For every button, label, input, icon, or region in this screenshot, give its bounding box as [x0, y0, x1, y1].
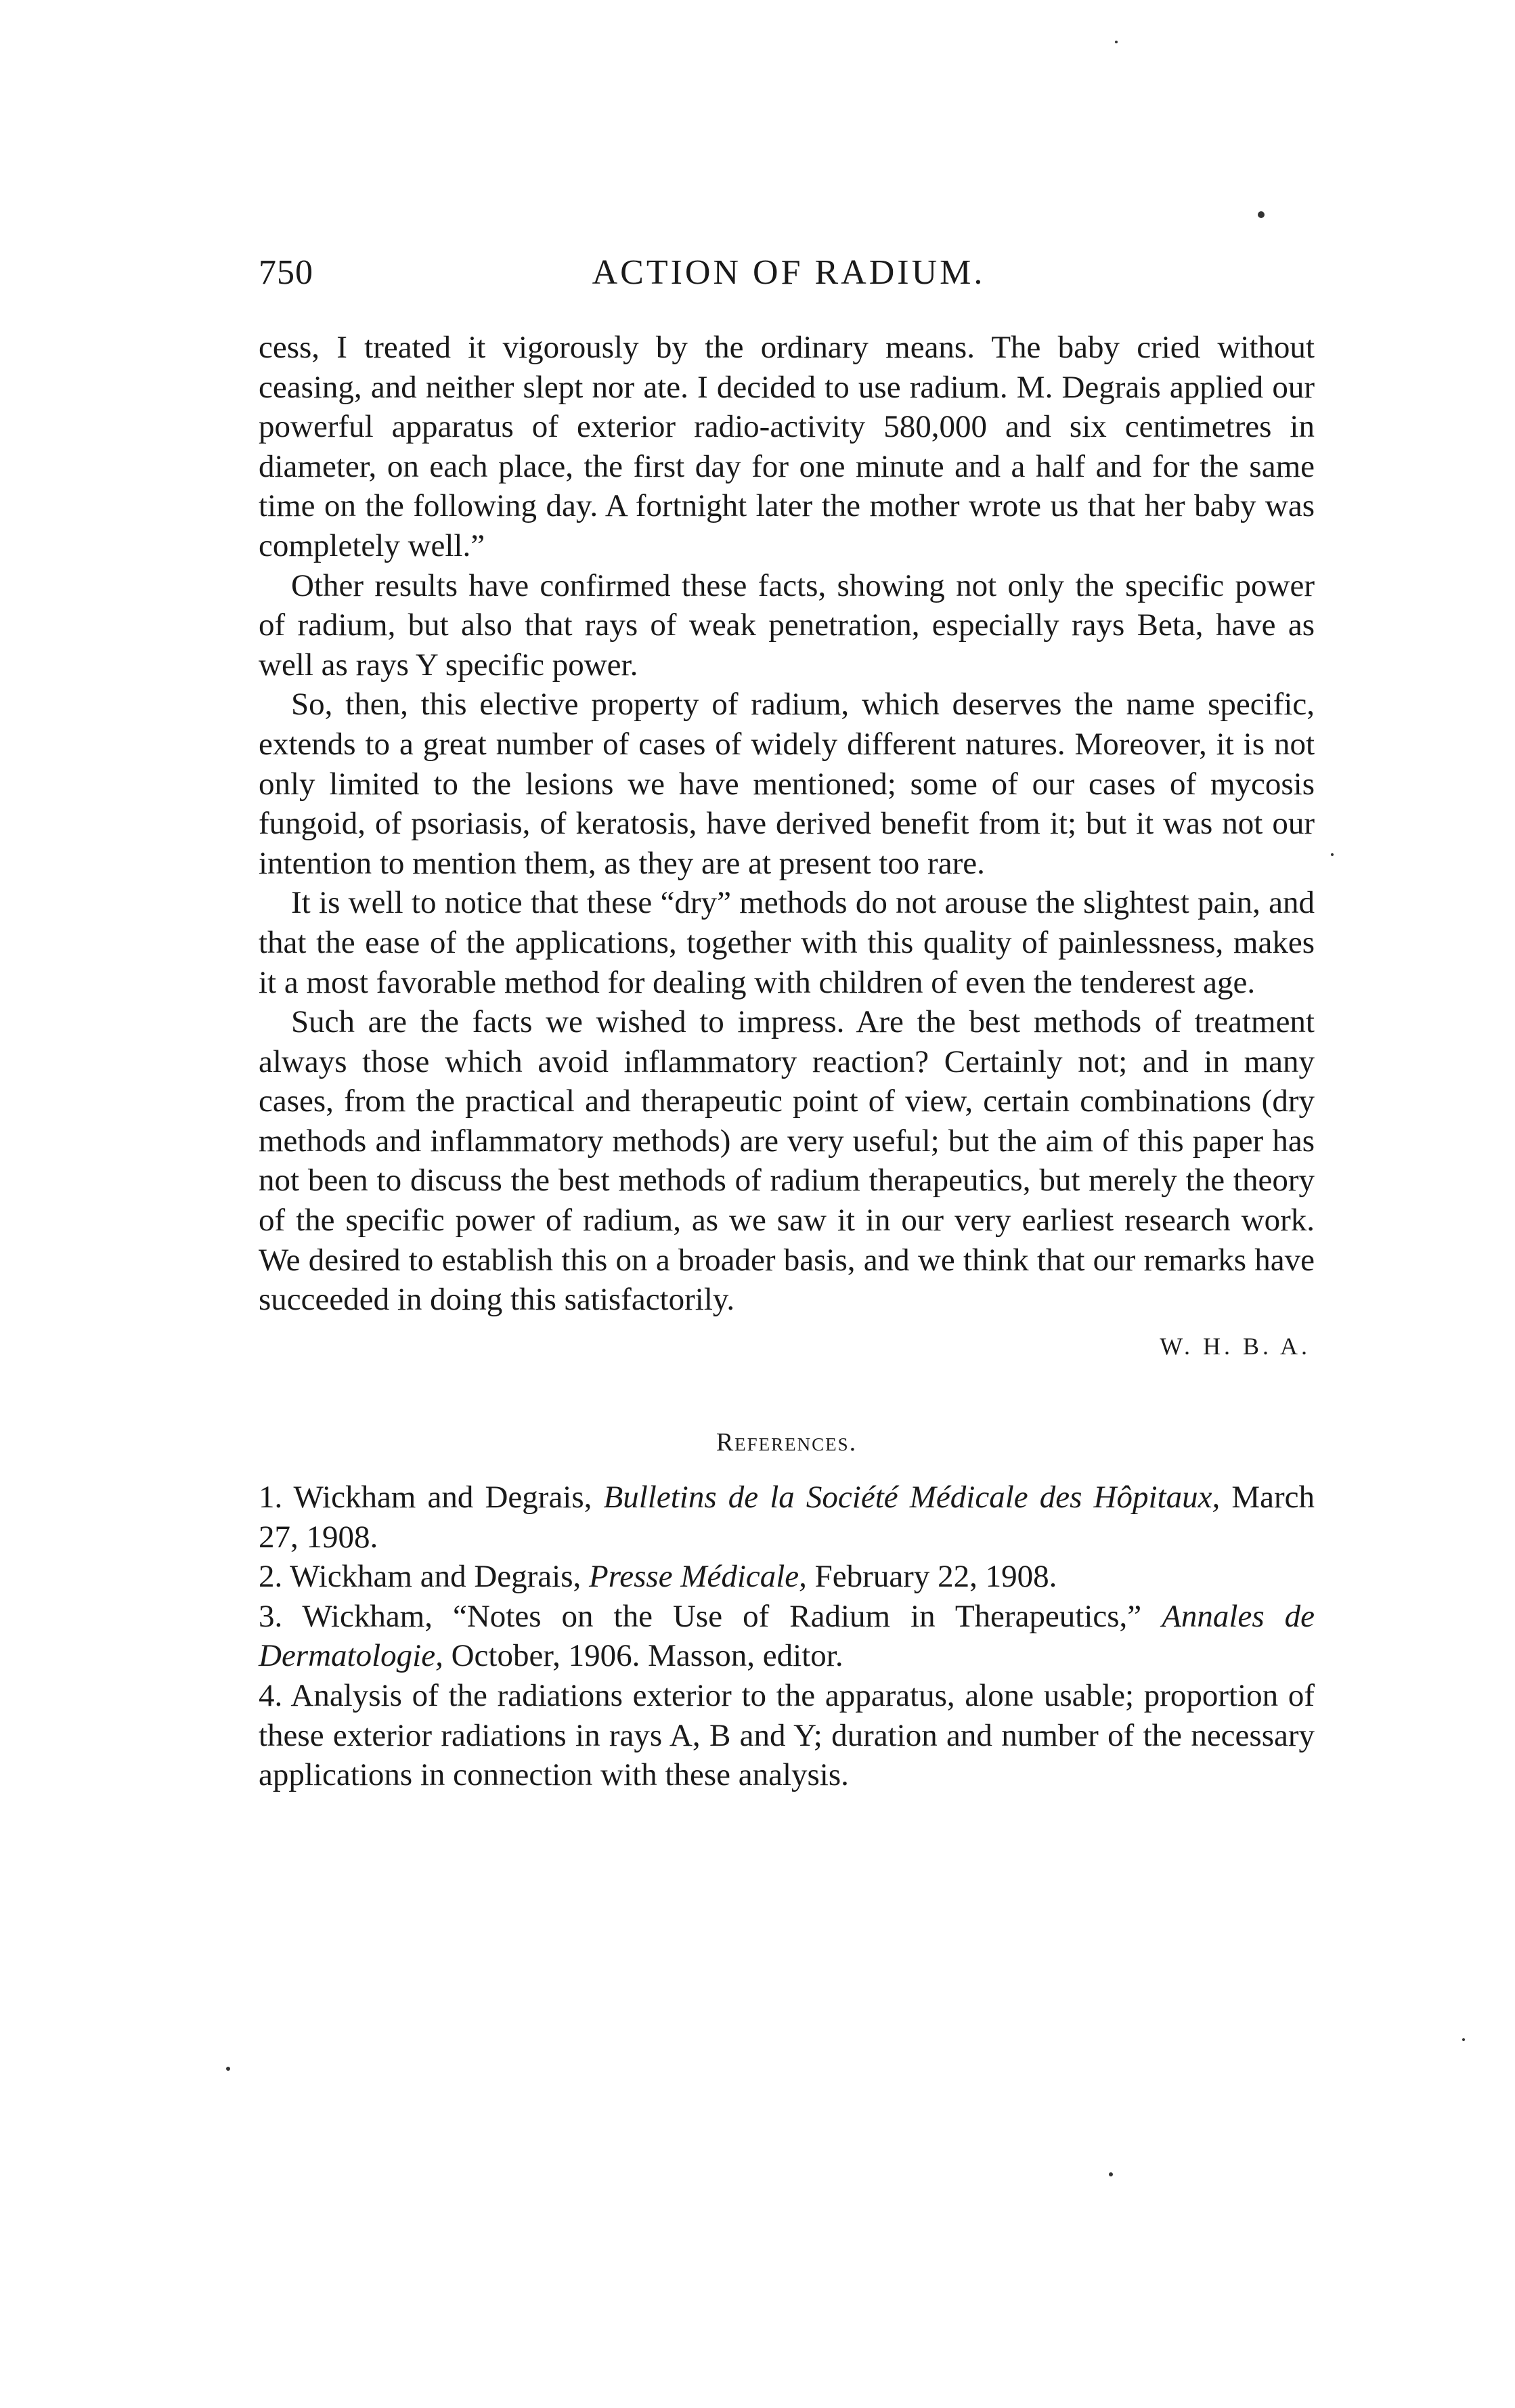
- page-number: 750: [259, 253, 313, 292]
- paragraph-2: Other results have confirmed these facts, showing not only the specific power of radium, but also that rays of weak penetration, especially rays Beta, have as well as rays Y specific power.: [259, 567, 1315, 683]
- paragraph-1: cess, I treated it vigorously by the ordinary means. The baby cried without ceasing, and neither slept nor ate. I decided to use radium. M. Degrais applied our powerful apparatus of exterior radio-activity 580,000 and six centimetres in diameter, on each place, the first day for one minute and a half and for the same time on the following day. A fortnight later the mother wrote us that her baby was completely well.”: [259, 330, 1315, 563]
- page-header: [259, 249, 1319, 297]
- paragraph-3: So, then, this elective property of radium, which deserves the name specific, extends to a great number of cases of widely different natures. Moreover, it is not only limited to the lesions we have mentioned; some of our cases of mycosis fungoid, of psoriasis, of keratosis, have derived benefit from it; but it was not our intention to mention them, as they are at present too rare.: [259, 687, 1315, 881]
- running-head: ACTION OF RADIUM.: [592, 253, 986, 292]
- reference-number: 2.: [259, 1559, 283, 1595]
- reference-item: [259, 1676, 1315, 1795]
- reference-text: Analysis of the radiations exterior to the apparatus, alone usable; proportion of these exterior radiations in rays A, B and Y; duration and number of the necessary applications in connection with these analysis.: [259, 1678, 1315, 1793]
- references-heading: References.: [716, 1428, 858, 1457]
- scan-speck: [1462, 2038, 1465, 2041]
- paragraph-5: Such are the facts we wished to impress. Are the best methods of treatment always those which avoid inflammatory reaction? Certainly not; and in many cases, from the practical and therapeutic point of view, certain combinations (dry methods and inflammatory methods) are very useful; but the aim of this paper has not been to discuss the best methods of radium therapeutics, but merely the theory of the specific power of radium, as we saw it in our very earliest research work. We desired to establish this on a broader basis, and we think that our remarks have succeeded in doing this satisfactorily.: [259, 1004, 1315, 1318]
- paragraph-4: It is well to notice that these “dry” methods do not arouse the slightest pain, and that the ease of the applications, together with this quality of painlessness, makes it a most favorable method for dealing with children of even the tenderest age.: [259, 885, 1315, 1000]
- reference-item: [259, 1557, 1315, 1597]
- reference-item: [259, 1597, 1315, 1676]
- reference-date: February 22, 1908.: [806, 1559, 1057, 1595]
- reference-date: October, 1906. Masson, editor.: [443, 1638, 843, 1674]
- reference-number: 1.: [259, 1480, 283, 1515]
- reference-journal: Bulletins de la Société Médicale des Hôpitaux,: [603, 1480, 1221, 1515]
- reference-journal: Annales de Dermatologie,: [259, 1598, 1315, 1674]
- body-text: [259, 328, 1315, 1795]
- reference-text: Wickham, “Notes on the Use of Radium in Therapeutics,”: [302, 1598, 1162, 1634]
- scan-speck: [226, 2067, 230, 2071]
- author-initials: W. H. B. A.: [1160, 1332, 1311, 1360]
- scan-speck: [1331, 853, 1334, 856]
- reference-text: Wickham and Degrais,: [290, 1559, 589, 1595]
- reference-date: March 27, 1908.: [259, 1480, 1315, 1555]
- reference-journal: Presse Médicale,: [589, 1559, 807, 1595]
- scan-speck: [1258, 211, 1265, 218]
- reference-number: 4.: [259, 1678, 283, 1713]
- reference-text: Wickham and Degrais,: [293, 1480, 604, 1515]
- reference-item: [259, 1478, 1315, 1557]
- reference-number: 3.: [259, 1598, 283, 1634]
- scan-speck: [1115, 41, 1118, 43]
- scan-speck: [1109, 2172, 1113, 2176]
